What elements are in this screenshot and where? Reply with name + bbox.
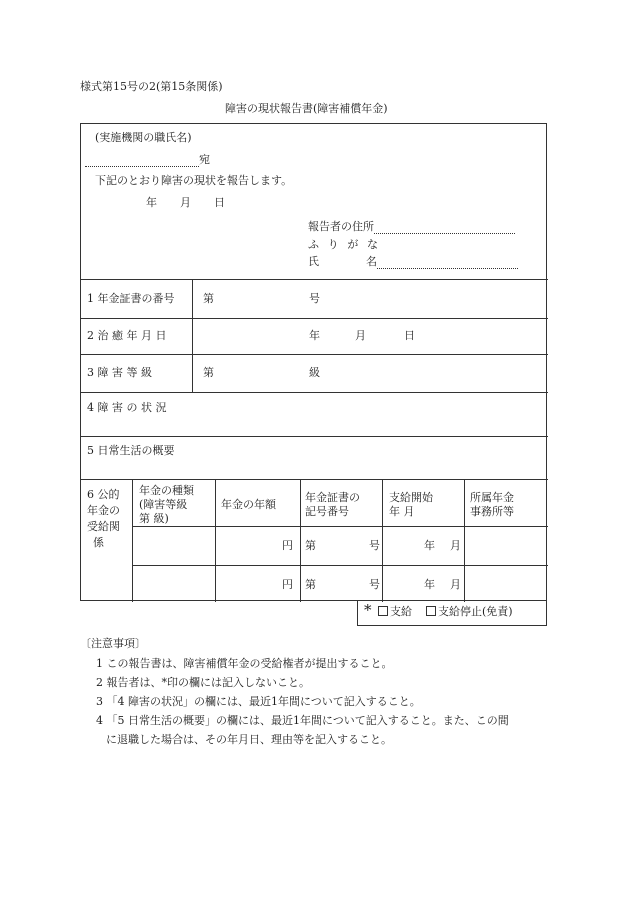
start-year: 年 bbox=[424, 539, 435, 552]
notes-title: 〔注意事項〕 bbox=[80, 637, 146, 650]
header-start: 支給開始 bbox=[389, 491, 433, 504]
amount-yen: 円 bbox=[282, 539, 293, 552]
divider bbox=[192, 279, 193, 392]
reporter-name-field[interactable] bbox=[308, 255, 518, 269]
note-item: に退職した場合は、その年月日、理由等を記入すること。 bbox=[106, 733, 392, 746]
note-item: 3 「4 障害の状況」の欄には、最近1年間について記入すること。 bbox=[96, 695, 421, 708]
start-month: 月 bbox=[450, 539, 461, 552]
start-month: 月 bbox=[450, 578, 461, 591]
divider bbox=[132, 526, 548, 527]
healing-date-label: 2 治 癒 年 月 日 bbox=[87, 329, 167, 342]
header-cert: 記号番号 bbox=[305, 505, 349, 518]
addressee-suffix: 宛 bbox=[199, 153, 210, 166]
note-item: 1 この報告書は、障害補償年金の受給権者が提出すること。 bbox=[96, 657, 393, 670]
cert-dai: 第 bbox=[305, 578, 316, 591]
header-cert: 年金証書の bbox=[305, 491, 360, 504]
note-item: 4 「5 日常生活の概要」の欄には、最近1年間について記入すること。また、この間 bbox=[96, 714, 509, 727]
disability-grade-label: 3 障 害 等 級 bbox=[87, 366, 152, 379]
date-day: 日 bbox=[214, 196, 225, 209]
divider bbox=[300, 479, 301, 602]
status-option-pay[interactable]: 支給 bbox=[378, 605, 412, 619]
disability-grade-prefix: 第 bbox=[203, 366, 214, 379]
date-month: 月 bbox=[180, 196, 191, 209]
public-pension-label: 係 bbox=[93, 536, 104, 549]
start-year: 年 bbox=[424, 578, 435, 591]
header-start: 年 月 bbox=[389, 505, 415, 518]
public-pension-label: 6 公的 bbox=[87, 488, 120, 501]
cert-go: 号 bbox=[369, 578, 380, 591]
header-pension-type: 第 級) bbox=[139, 512, 169, 525]
checkbox-icon[interactable] bbox=[378, 606, 388, 616]
header-pension-type: 年金の種類 bbox=[139, 484, 194, 497]
cert-go: 号 bbox=[369, 539, 380, 552]
disability-status-label: 4 障 害 の 状 況 bbox=[87, 401, 167, 414]
reporter-address-label: 報告者の住所 bbox=[308, 220, 374, 233]
divider bbox=[132, 565, 548, 566]
divider bbox=[81, 354, 548, 355]
date-year: 年 bbox=[146, 196, 157, 209]
reporter-address-field[interactable] bbox=[308, 220, 515, 234]
divider bbox=[81, 479, 548, 480]
public-pension-label: 年金の bbox=[87, 504, 120, 517]
divider bbox=[132, 479, 133, 602]
furigana-label: ふ り が な bbox=[308, 238, 378, 251]
addressee-field[interactable] bbox=[85, 153, 210, 167]
header-office: 所属年金 bbox=[470, 491, 514, 504]
divider bbox=[81, 279, 548, 280]
divider bbox=[81, 436, 548, 437]
intro-text: 下記のとおり障害の現状を報告します。 bbox=[95, 174, 293, 187]
pension-cert-label: 1 年金証書の番号 bbox=[87, 292, 175, 305]
disability-grade-suffix: 級 bbox=[309, 366, 320, 379]
cert-dai: 第 bbox=[305, 539, 316, 552]
healing-year: 年 bbox=[309, 329, 320, 342]
note-item: 2 報告者は、*印の欄には記入しないこと。 bbox=[96, 676, 310, 689]
agency-label: (実施機関の職氏名) bbox=[95, 131, 192, 144]
healing-day: 日 bbox=[404, 329, 415, 342]
checkbox-icon[interactable] bbox=[426, 606, 436, 616]
pension-cert-prefix: 第 bbox=[203, 292, 214, 305]
header-pension-type: (障害等級 bbox=[139, 498, 188, 511]
asterisk-mark: * bbox=[364, 601, 372, 619]
public-pension-label: 受給関 bbox=[87, 520, 120, 533]
divider bbox=[382, 479, 383, 602]
amount-yen: 円 bbox=[282, 578, 293, 591]
divider bbox=[81, 392, 548, 393]
header-pension-amount: 年金の年額 bbox=[221, 498, 276, 511]
status-option-stop[interactable]: 支給停止(免責) bbox=[426, 605, 513, 619]
header-office: 事務所等 bbox=[470, 505, 514, 518]
name-label-2: 名 bbox=[366, 255, 377, 268]
report-form bbox=[80, 123, 547, 601]
divider bbox=[464, 479, 465, 602]
pension-cert-suffix: 号 bbox=[309, 292, 320, 305]
form-title: 障害の現状報告書(障害補償年金) bbox=[225, 102, 388, 115]
divider bbox=[81, 318, 548, 319]
daily-life-label: 5 日常生活の概要 bbox=[87, 444, 175, 457]
status-box bbox=[357, 600, 547, 626]
healing-month: 月 bbox=[355, 329, 366, 342]
name-label-1: 氏 bbox=[308, 255, 319, 268]
form-number: 様式第15号の2(第15条関係) bbox=[80, 80, 223, 93]
divider bbox=[215, 479, 216, 602]
